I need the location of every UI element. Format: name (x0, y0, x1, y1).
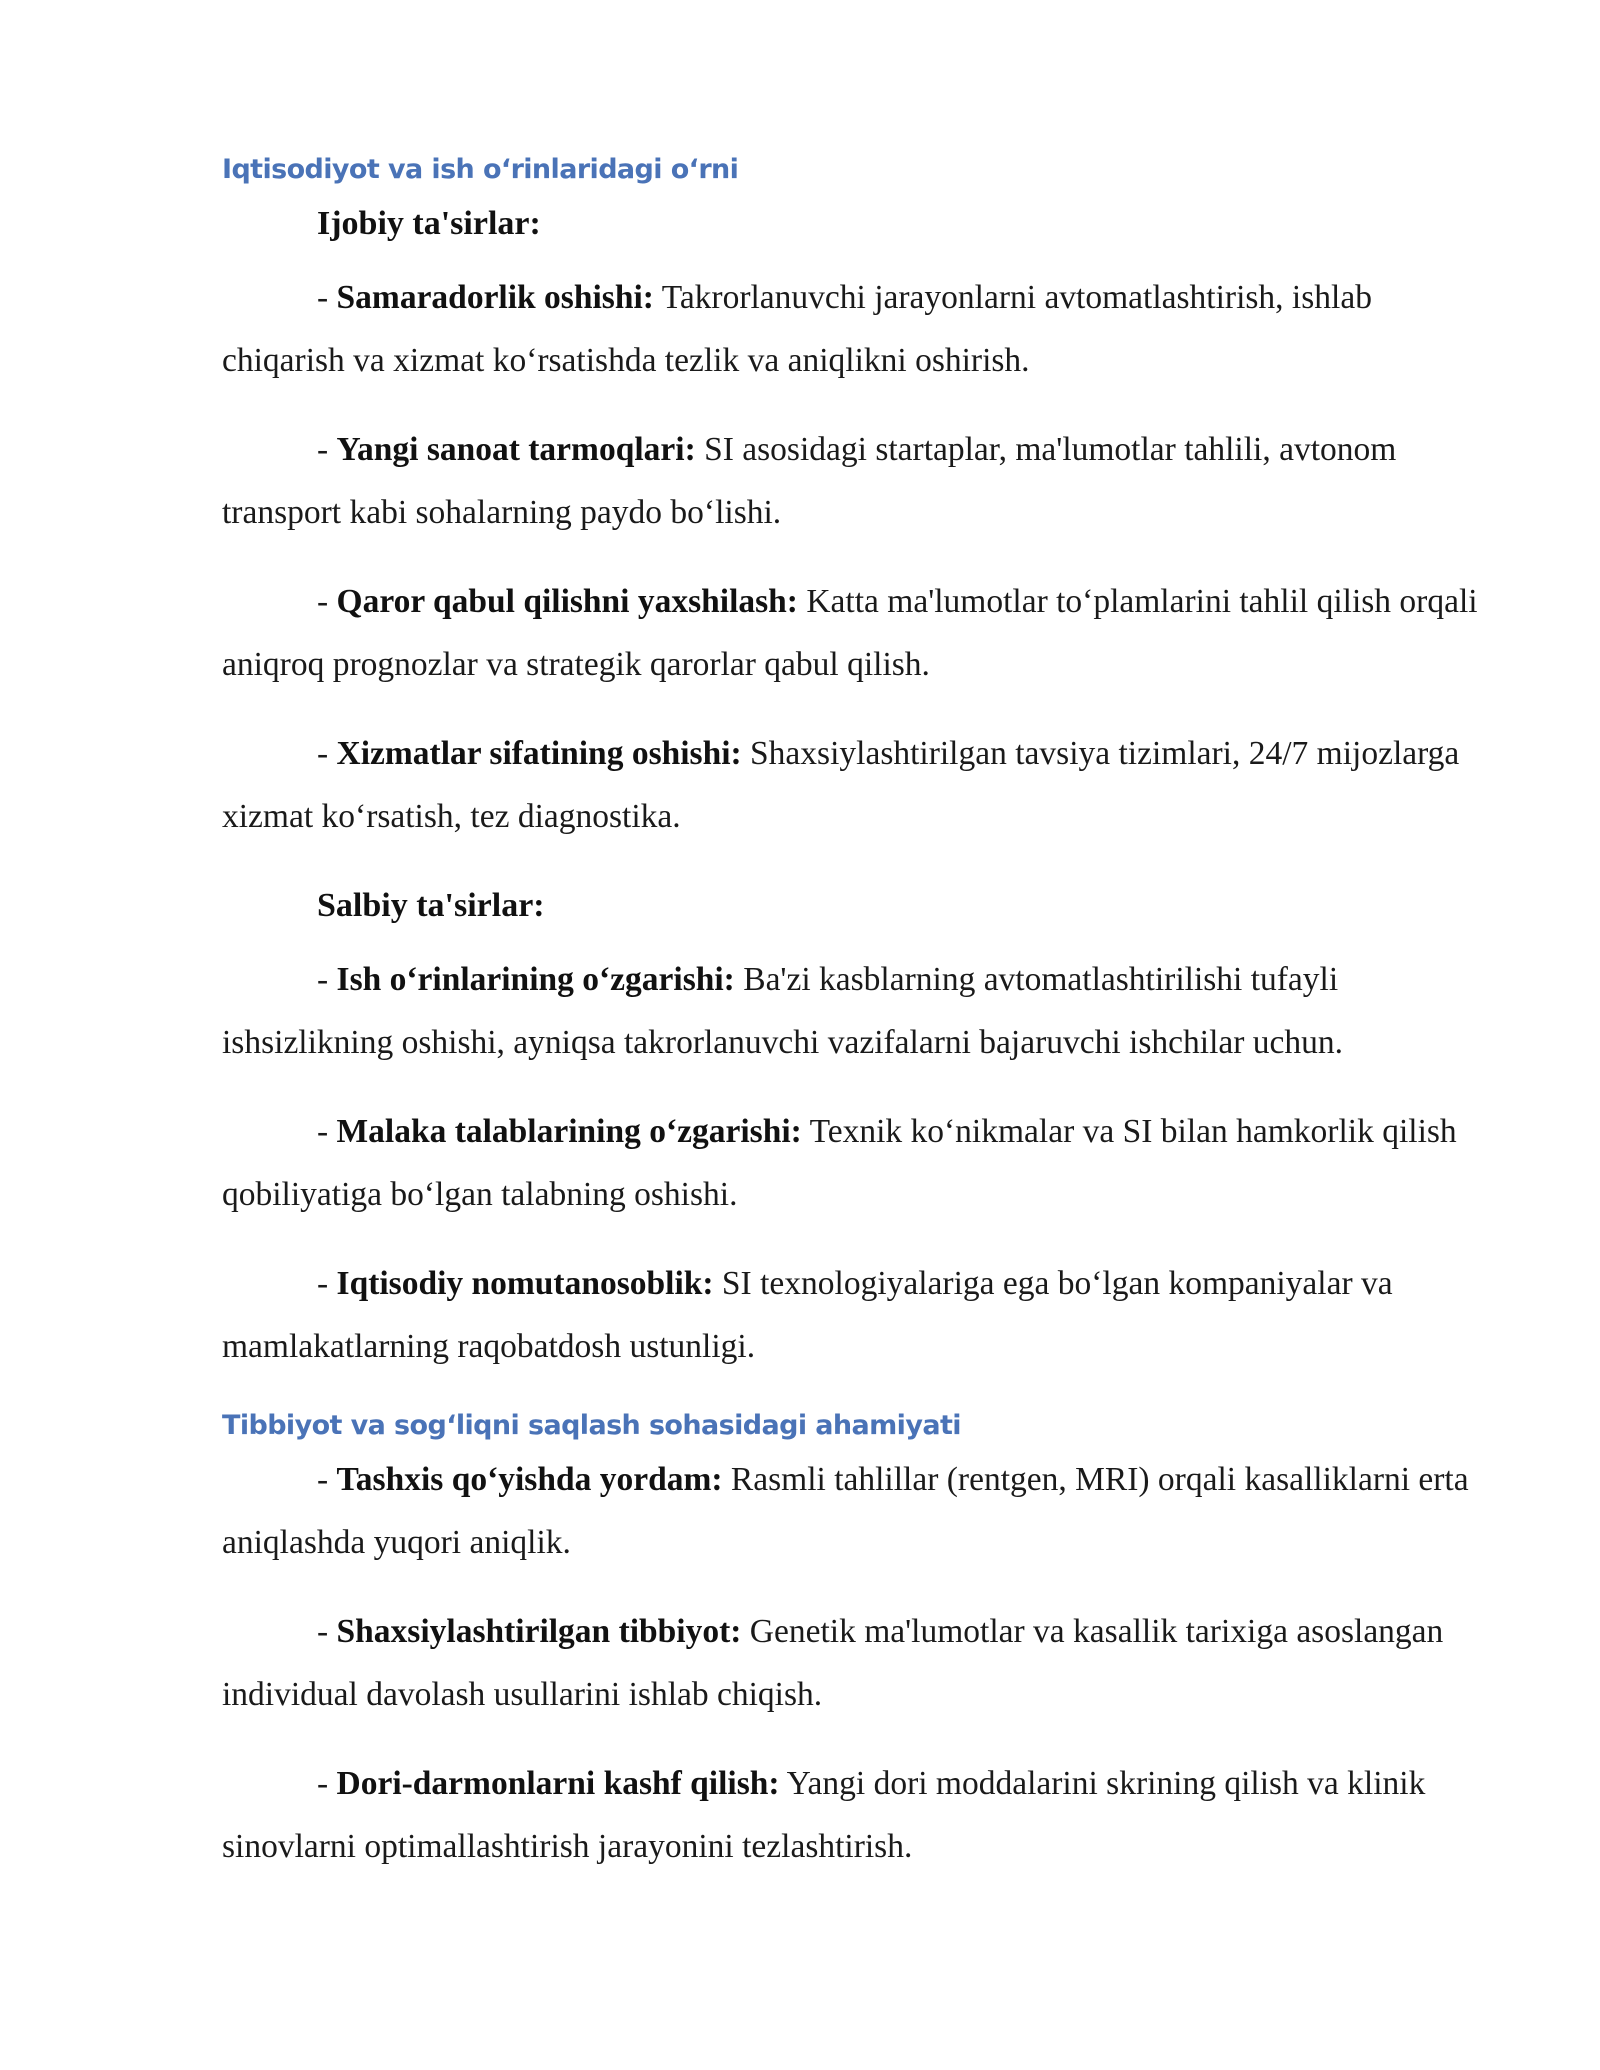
item-text: Rasmli tahlillar (rentgen, MRI) orqali kasalliklarni erta aniqlashda yuqori aniqlik. (222, 1461, 1469, 1561)
section-heading-medicine: Tibbiyot va sog‘liqni saqlash sohasidagi ahamiyati (222, 1410, 961, 1441)
item-text: SI asosidagi startaplar, ma'lumotlar tahlili, avtonom transport kabi sohalarning paydo bo‘lishi. (222, 431, 1397, 531)
item-term: Xizmatlar sifatining oshishi: (336, 735, 742, 772)
item-term: Malaka talablarining o‘zgarishi: (336, 1113, 802, 1150)
item-text: Katta ma'lumotlar to‘plamlarini tahlil qilish orqali aniqroq prognozlar va strategik qarorlar qabul qilish. (222, 583, 1478, 683)
list-item-positive: - Samaradorlik oshishi: Takrorlanuvchi jarayonlarni avtomatlashtirish, ishlab chiqarish va xizmat ko‘rsatishda tezlik va aniqlikni oshirish. (222, 279, 1372, 379)
item-term: Ish o‘rinlarining o‘zgarishi: (336, 961, 735, 998)
item-term: Iqtisodiy nomutanosoblik: (336, 1265, 714, 1302)
item-text: Shaxsiylashtirilgan tavsiya tizimlari, 24/7 mijozlarga xizmat ko‘rsatish, tez diagnostika. (222, 735, 1460, 835)
list-item-positive: - Xizmatlar sifatining oshishi: Shaxsiylashtirilgan tavsiya tizimlari, 24/7 mijozlarga xizmat ko‘rsatish, tez diagnostika. (222, 735, 1460, 835)
item-text: Texnik ko‘nikmalar va SI bilan hamkorlik qilish qobiliyatiga bo‘lgan talabning oshishi. (222, 1113, 1457, 1213)
item-term: Shaxsiylashtirilgan tibbiyot: (336, 1613, 742, 1650)
item-term: Dori-darmonlarni kashf qilish: (336, 1765, 780, 1802)
list-item-medicine: - Tashxis qo‘yishda yordam: Rasmli tahlillar (rentgen, MRI) orqali kasalliklarni erta aniqlashda yuqori aniqlik. (222, 1461, 1469, 1561)
negative-effects-title: Salbiy ta'sirlar: (317, 887, 545, 924)
list-item-positive: - Yangi sanoat tarmoqlari: SI asosidagi startaplar, ma'lumotlar tahlili, avtonom transport kabi sohalarning paydo bo‘lishi. (222, 431, 1397, 531)
item-text: Takrorlanuvchi jarayonlarni avtomatlashtirish, ishlab chiqarish va xizmat ko‘rsatishda tezlik va aniqlikni oshirish. (222, 279, 1372, 379)
list-item-medicine: - Shaxsiylashtirilgan tibbiyot: Genetik ma'lumotlar va kasallik tarixiga asoslangan individual davolash usullarini ishlab chiqish. (222, 1613, 1444, 1713)
item-text: Genetik ma'lumotlar va kasallik tarixiga asoslangan individual davolash usullarini ishlab chiqish. (222, 1613, 1444, 1713)
list-item-negative: - Malaka talablarining o‘zgarishi: Texnik ko‘nikmalar va SI bilan hamkorlik qilish qobiliyatiga bo‘lgan talabning oshishi. (222, 1113, 1457, 1213)
positive-effects-title: Ijobiy ta'sirlar: (317, 205, 541, 242)
item-term: Qaror qabul qilishni yaxshilash: (336, 583, 798, 620)
document-body (222, 148, 1478, 1878)
list-item-negative: - Ish o‘rinlarining o‘zgarishi: Ba'zi kasblarning avtomatlashtirilishi tufayli ishsizlikning oshishi, ayniqsa takrorlanuvchi vazifalarni bajaruvchi ishchilar uchun. (222, 961, 1344, 1061)
item-text: Yangi dori moddalarini skrining qilish va klinik sinovlarni optimallashtirish jarayonini tezlashtirish. (222, 1765, 1426, 1865)
section-heading-economy: Iqtisodiyot va ish o‘rinlaridagi o‘rni (222, 154, 739, 185)
item-term: Samaradorlik oshishi: (336, 279, 654, 316)
item-text: SI texnologiyalariga ega bo‘lgan kompaniyalar va mamlakatlarning raqobatdosh ustunligi. (222, 1265, 1393, 1365)
list-item-positive: - Qaror qabul qilishni yaxshilash: Katta ma'lumotlar to‘plamlarini tahlil qilish orqali aniqroq prognozlar va strategik qarorlar qabul qilish. (222, 583, 1478, 683)
list-item-medicine: - Dori-darmonlarni kashf qilish: Yangi dori moddalarini skrining qilish va klinik sinovlarni optimallashtirish jarayonini tezlashtirish. (222, 1765, 1426, 1865)
item-term: Yangi sanoat tarmoqlari: (336, 431, 696, 468)
list-item-negative: - Iqtisodiy nomutanosoblik: SI texnologiyalariga ega bo‘lgan kompaniyalar va mamlakatlarning raqobatdosh ustunligi. (222, 1265, 1393, 1365)
item-text: Ba'zi kasblarning avtomatlashtirilishi tufayli ishsizlikning oshishi, ayniqsa takrorlanuvchi vazifalarni bajaruvchi ishchilar uchun. (222, 961, 1344, 1061)
item-term: Tashxis qo‘yishda yordam: (336, 1461, 723, 1498)
